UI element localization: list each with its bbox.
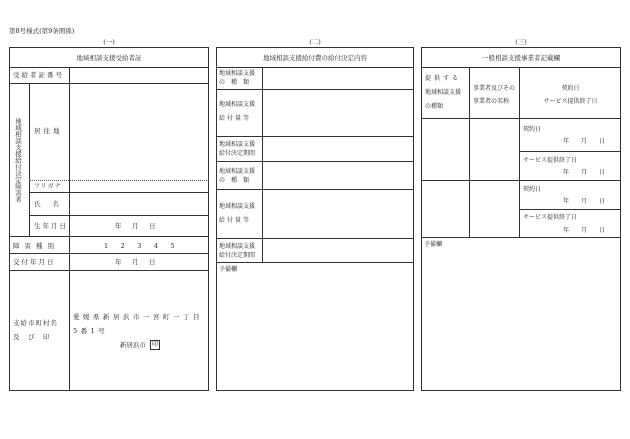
p2-row4-label2: の 種 類 <box>219 177 250 184</box>
form-title: 第8号様式(第9条関係) <box>9 27 75 35</box>
panel2-title: 地域相談支援給付費の給付決定内容 <box>263 54 367 62</box>
p2-row5-label1: 地域相談支援 <box>219 203 256 210</box>
recipient-group-label: 地域相談支援給付決定障害者 <box>14 118 22 203</box>
p2-remarks-label: 予備欄 <box>219 266 238 273</box>
p3-col3-header-1: 契約日 <box>561 85 580 92</box>
panel-number-3: (三) <box>515 38 527 46</box>
municipality-label-2: 及 び 印 <box>13 333 51 341</box>
panel3-title: 一般相談支援事業者記載欄 <box>482 54 560 62</box>
name-label: 氏名 <box>34 200 71 208</box>
p3-entry2-contract-label: 契約日 <box>523 186 542 193</box>
p3-entry2-end-label: サービス提供終了日 <box>523 214 578 221</box>
p2-row3-label1: 地域相談支援 <box>219 141 256 148</box>
panel1-title: 地域相談支援受給者証 <box>76 54 142 62</box>
p2-row6-label1: 地域相談支援 <box>219 243 256 250</box>
p3-col3-header-2: サービス提供終了日 <box>543 98 598 105</box>
p3-entry2-contract-date: 年 月 日 <box>563 198 609 205</box>
p2-row2-label2: 給付量等 <box>219 115 252 122</box>
issue-date-value: 年 月 日 <box>115 258 158 266</box>
p2-row5-label2: 給付量等 <box>219 217 252 224</box>
p2-row3-label2: 給付決定期間 <box>219 150 256 157</box>
p3-col2-header-1: 事業者及びその <box>473 85 516 92</box>
furigana-label: フリガナ <box>34 183 62 190</box>
birthdate-value: 年 月 日 <box>115 222 158 230</box>
birthdate-label: 生年月日 <box>34 222 68 230</box>
p3-col1-header-1: 提供する <box>425 75 462 82</box>
panel-number-1: (一) <box>103 38 115 46</box>
p2-row4-label1: 地域相談支援 <box>219 168 256 175</box>
municipality-label-1: 支給市町村名 <box>13 319 58 327</box>
panel-number-2: (二) <box>309 38 321 46</box>
issue-date-label: 交付年月日 <box>13 258 56 266</box>
p2-row1-label2: の 種 類 <box>219 79 250 86</box>
p3-col2-header-2: 事業者の名称 <box>473 98 510 105</box>
cert-number-label: 受給者証番号 <box>13 71 64 79</box>
p3-entry1-contract-label: 契約日 <box>523 126 542 133</box>
municipal-seal: 印 <box>152 341 159 348</box>
disability-class-label: 障害種別 <box>13 242 59 250</box>
p3-col1-header-2: 地域相談支援 <box>425 89 462 96</box>
p2-row1-label1: 地域相談支援 <box>219 70 256 77</box>
p2-row6-label2: 給付決定期間 <box>219 252 256 259</box>
p3-col1-header-3: の種類 <box>425 103 444 110</box>
p2-row2-label1: 地域相談支援 <box>219 101 256 108</box>
disability-class-options: 1 2 3 4 5 <box>104 242 178 250</box>
p3-entry1-contract-date: 年 月 日 <box>563 138 609 145</box>
p3-entry1-end-label: サービス提供終了日 <box>523 157 578 164</box>
address-label: 居住地 <box>34 127 63 135</box>
municipality-address-line2: 5番1号 <box>73 327 109 335</box>
p3-entry2-end-date: 年 月 日 <box>563 227 609 234</box>
municipality-city-name: 新居浜市 <box>120 341 146 349</box>
p3-remarks-label: 予備欄 <box>424 241 443 248</box>
p3-entry1-end-date: 年 月 日 <box>563 169 609 176</box>
municipality-address-line1: 愛媛県新居浜市一宮町一丁目 <box>73 313 203 321</box>
